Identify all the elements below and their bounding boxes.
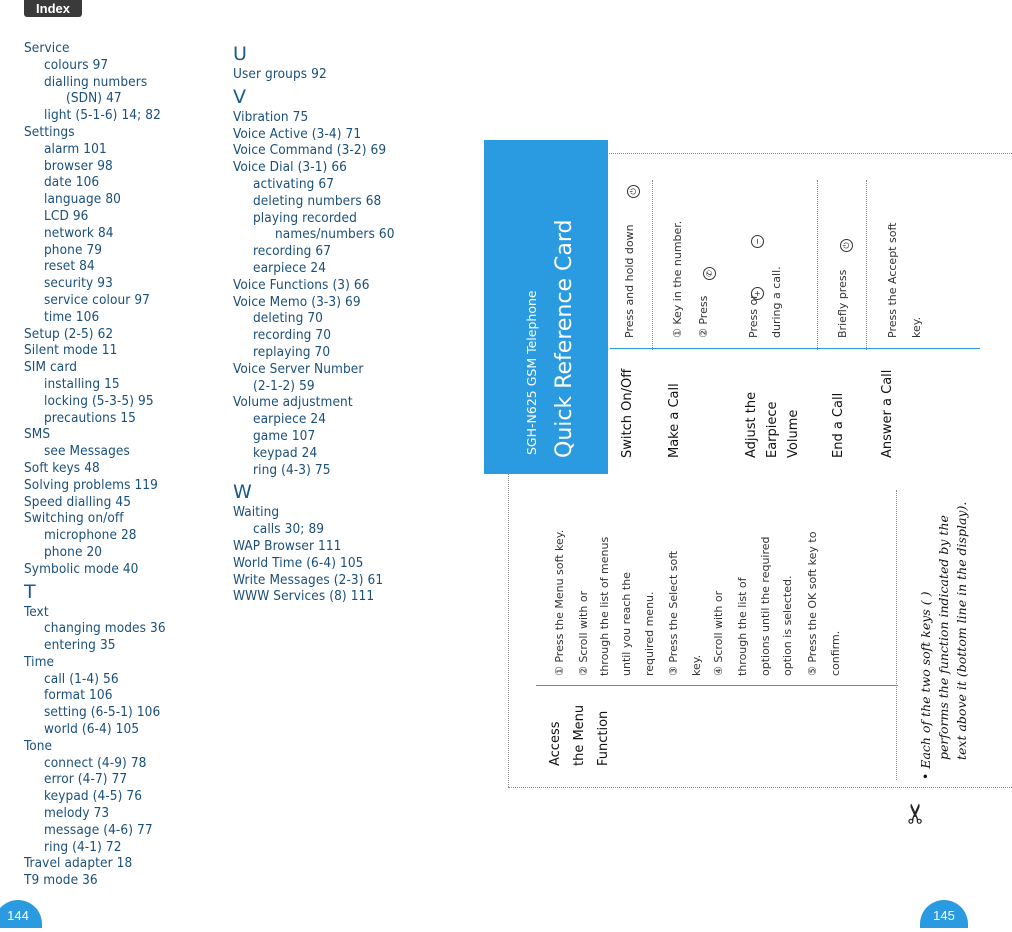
index-entry: WWW Services (8) 111 bbox=[233, 588, 375, 605]
index-entry: light (5-1-6) 14; 82 bbox=[44, 107, 161, 124]
index-entry: message (4-6) 77 bbox=[44, 821, 153, 838]
index-entry: Voice Memo (3-3) 69 bbox=[233, 293, 361, 310]
index-entry: service colour 97 bbox=[44, 291, 150, 308]
col-divider bbox=[896, 490, 897, 780]
menu-instruction-line: until you reach the bbox=[620, 572, 633, 676]
index-section-letter: W bbox=[233, 481, 252, 504]
index-entry: Write Messages (2-3) 61 bbox=[233, 571, 384, 588]
volume-up-icon: + bbox=[745, 287, 764, 300]
index-entry: Voice Active (3-4) 71 bbox=[233, 125, 362, 142]
menu-separator bbox=[536, 685, 898, 686]
index-entry: Solving problems 119 bbox=[24, 476, 158, 493]
index-entry: recording 70 bbox=[253, 327, 332, 344]
index-entry: Text bbox=[24, 603, 49, 620]
index-entry: recording 67 bbox=[253, 243, 332, 260]
menu-instruction-line: option is selected. bbox=[781, 575, 794, 676]
adjust-label-1: Adjust the bbox=[744, 391, 759, 458]
menu-instruction-line: key. bbox=[690, 654, 703, 676]
index-section-letter: U bbox=[233, 43, 248, 65]
index-entry: alarm 101 bbox=[44, 140, 107, 157]
index-entry: Switching on/off bbox=[24, 510, 124, 527]
index-entry: colours 97 bbox=[44, 56, 109, 73]
menu-instruction-line: ② Scroll with or bbox=[577, 590, 590, 676]
col-divider bbox=[866, 180, 867, 350]
index-entry: names/numbers 60 bbox=[275, 226, 395, 243]
index-entry: Vibration 75 bbox=[233, 108, 309, 125]
index-entry: Symbolic mode 40 bbox=[24, 560, 139, 577]
power-key-icon: ⏻ bbox=[621, 185, 640, 198]
index-entry: phone 20 bbox=[44, 543, 103, 560]
col-divider bbox=[652, 180, 653, 350]
index-entry: entering 35 bbox=[44, 637, 116, 654]
index-entry: Speed dialling 45 bbox=[24, 493, 132, 510]
index-entry: network 84 bbox=[44, 224, 114, 241]
make-call-step2: ② Press bbox=[697, 295, 710, 338]
index-entry: microphone 28 bbox=[44, 527, 137, 544]
switch-label: Switch On/Off bbox=[620, 368, 635, 458]
index-entry: security 93 bbox=[44, 275, 113, 292]
index-entry: Soft keys 48 bbox=[24, 459, 100, 476]
index-entry: time 106 bbox=[44, 308, 100, 325]
menu-instruction-line: through the list of bbox=[736, 577, 749, 676]
index-entry: Tone bbox=[24, 737, 53, 754]
page-number-left: 144 bbox=[0, 900, 42, 928]
index-entry: precautions 15 bbox=[44, 409, 136, 426]
menu-instruction-line: ④ Scroll with or bbox=[712, 590, 725, 676]
adjust-text-1: Press or bbox=[747, 294, 760, 338]
index-tab bbox=[24, 0, 82, 17]
make-call-label: Make a Call bbox=[667, 383, 682, 458]
index-entry: locking (5-3-5) 95 bbox=[44, 392, 154, 409]
index-entry: Voice Functions (3) 66 bbox=[233, 276, 370, 293]
index-entry: (SDN) 47 bbox=[66, 90, 122, 107]
index-entry: WAP Browser 111 bbox=[233, 537, 342, 554]
scissors-icon: ✂ bbox=[898, 802, 934, 825]
index-entry: Voice Server Number bbox=[233, 360, 364, 377]
index-entry: phone 79 bbox=[44, 241, 103, 258]
end-key-icon: ⏻ bbox=[834, 239, 853, 252]
index-entry: ring (4-1) 72 bbox=[44, 838, 122, 855]
answer-call-text-2: key. bbox=[910, 316, 923, 338]
menu-instruction-line: ⑤ Press the OK soft key to bbox=[806, 531, 819, 676]
make-call-step1: ① Key in the number. bbox=[671, 220, 684, 338]
index-entry: world (6-4) 105 bbox=[44, 721, 140, 738]
index-entry: User groups 92 bbox=[233, 66, 327, 82]
index-entry: earpiece 24 bbox=[253, 259, 327, 276]
adjust-label-3: Volume bbox=[786, 409, 801, 458]
index-entry: deleting numbers 68 bbox=[253, 192, 382, 209]
soft-key-note-1: • Each of the two soft keys ( ) bbox=[918, 591, 933, 780]
index-entry: SIM card bbox=[24, 359, 78, 376]
switch-text: Press and hold down bbox=[623, 224, 636, 338]
adjust-label-2: Earpiece bbox=[765, 401, 780, 458]
index-entry: dialling numbers bbox=[44, 73, 148, 90]
index-entry: activating 67 bbox=[253, 175, 335, 192]
row-separator bbox=[610, 348, 980, 349]
soft-key-note-2: performs the function indicated by the bbox=[936, 515, 951, 760]
index-entry: reset 84 bbox=[44, 258, 95, 275]
menu-instruction-line: through the list of menus bbox=[598, 536, 611, 676]
menu-instruction-line: ③ Press the Select soft bbox=[667, 550, 680, 676]
index-entry: Setup (2-5) 62 bbox=[24, 325, 114, 342]
menu-instruction-line: required menu. bbox=[643, 591, 656, 676]
index-entry: Service bbox=[24, 40, 70, 56]
answer-call-text-1: Press the Accept soft bbox=[886, 222, 899, 338]
menu-label-2: the Menu bbox=[572, 704, 587, 766]
index-entry: Time bbox=[24, 653, 55, 670]
index-section-letter: T bbox=[24, 580, 36, 603]
index-entry: deleting 70 bbox=[253, 310, 323, 327]
index-entry: connect (4-9) 78 bbox=[44, 754, 147, 771]
index-tab-label: Index bbox=[36, 1, 70, 16]
col-divider bbox=[817, 180, 818, 350]
index-column-2 bbox=[233, 40, 395, 605]
index-entry: ring (4-3) 75 bbox=[253, 461, 331, 478]
end-call-text: Briefly press bbox=[836, 269, 849, 338]
index-entry: error (4-7) 77 bbox=[44, 771, 128, 788]
index-entry: game 107 bbox=[253, 427, 316, 444]
index-entry: SMS bbox=[24, 426, 51, 443]
index-entry: T9 mode 36 bbox=[24, 872, 98, 889]
index-entry: Settings bbox=[24, 123, 75, 140]
card-border-bottom bbox=[508, 787, 1012, 788]
index-section-letter: V bbox=[233, 85, 247, 108]
index-entry: LCD 96 bbox=[44, 207, 89, 224]
menu-label-3: Function bbox=[596, 710, 611, 766]
index-entry: language 80 bbox=[44, 191, 121, 208]
adjust-text-2: during a call. bbox=[770, 266, 783, 338]
send-key-icon: ✆ bbox=[697, 267, 716, 280]
index-column-1 bbox=[24, 40, 166, 889]
soft-key-note-3: text above it (bottom line in the display). bbox=[954, 501, 969, 760]
index-entry: keypad (4-5) 76 bbox=[44, 788, 143, 805]
menu-instruction-line: options until the required bbox=[759, 536, 772, 676]
menu-instruction-line: confirm. bbox=[829, 630, 842, 676]
index-entry: melody 73 bbox=[44, 805, 110, 822]
index-entry: format 106 bbox=[44, 687, 113, 704]
volume-down-icon: − bbox=[745, 235, 764, 248]
menu-instruction-line: ① Press the Menu soft key. bbox=[553, 529, 566, 676]
index-entry: Voice Command (3-2) 69 bbox=[233, 142, 387, 159]
index-entry: call (1-4) 56 bbox=[44, 670, 119, 687]
index-entry: World Time (6-4) 105 bbox=[233, 554, 364, 571]
index-entry: see Messages bbox=[44, 443, 130, 460]
index-entry: setting (6-5-1) 106 bbox=[44, 704, 161, 721]
index-entry: Volume adjustment bbox=[233, 394, 353, 411]
index-entry: installing 15 bbox=[44, 375, 120, 392]
page-number-right: 145 bbox=[920, 900, 968, 928]
index-entry: keypad 24 bbox=[253, 444, 318, 461]
card-title-box bbox=[484, 140, 608, 474]
card-title: Quick Reference Card bbox=[552, 219, 577, 458]
index-entry: (2-1-2) 59 bbox=[253, 377, 315, 394]
card-subtitle: SGH-N625 GSM Telephone bbox=[524, 290, 539, 455]
index-entry: Voice Dial (3-1) 66 bbox=[233, 159, 347, 176]
index-entry: playing recorded bbox=[253, 209, 357, 226]
index-entry: calls 30; 89 bbox=[253, 521, 325, 538]
index-entry: browser 98 bbox=[44, 157, 113, 174]
index-entry: replaying 70 bbox=[253, 343, 331, 360]
end-call-label: End a Call bbox=[831, 392, 846, 458]
index-entry: Silent mode 11 bbox=[24, 342, 118, 359]
index-entry: Travel adapter 18 bbox=[24, 855, 133, 872]
answer-call-label: Answer a Call bbox=[880, 369, 895, 458]
index-entry: changing modes 36 bbox=[44, 620, 166, 637]
index-entry: date 106 bbox=[44, 174, 100, 191]
index-entry: Waiting bbox=[233, 504, 280, 521]
menu-label-1: Access bbox=[548, 721, 563, 766]
index-entry: earpiece 24 bbox=[253, 411, 327, 428]
